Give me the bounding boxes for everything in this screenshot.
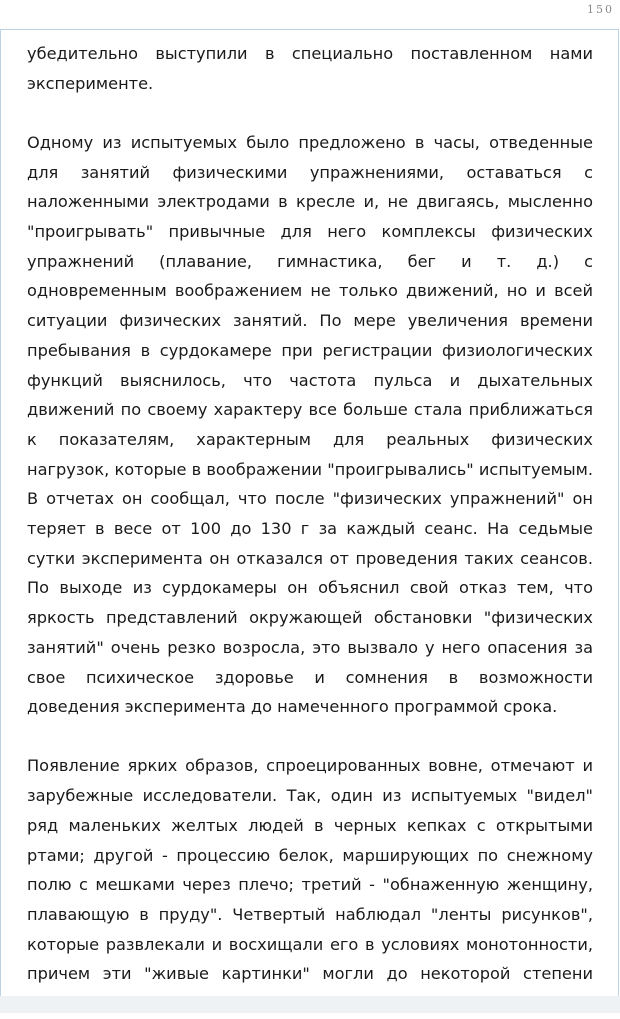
paragraph-2: Одному из испытуемых было предложено в часы, отведенные для занятий физическими упражнениями, оставаться с наложенными электродами в кресле и, не двигаясь, мысленно "проигрывать" привычные для него комплексы физических упражнений (плавание, гимнастика, бег и т. д.) с одновременным воображением не только движений, но и всей ситуации физических занятий. По мере увеличения времени пребывания в сурдокамере при регистрации физиологических функций выяснилось, что частота пульса и дыхательных движений по своему характеру все больше стала приближаться к показателям, характерным для реальных физических нагрузок, которые в воображении "проигрывались" испытуемым. В отчетах он сообщал, что после "физических упражнений" он теряет в весе от 100 до 130 г за каждый сеанс. На седьмые сутки эксперимента он отказался от проведения таких сеансов. По выходе из сурдокамеры он объяснил свой отказ тем, что яркость представлений окружающей обстановки "физических занятий" очень резко возросла, это вызвало у него опасения за свое психическое здоровье и сомнения в возможности доведения эксперимента до намеченного программой срока. xyxy=(27,132,593,717)
page-header xyxy=(0,0,620,29)
paragraph-1: убедительно выступили в специально поставленном нами эксперименте. xyxy=(27,44,593,93)
text-body xyxy=(1,30,618,1019)
text-frame xyxy=(0,29,619,996)
paragraph-3: Появление ярких образов, спроецированных вовне, отмечают и зарубежные исследователи. Так, один из испытуемых "видел" ряд маленьких желтых людей в черных кепках с открытыми ртами; другой - процессию белок, марширующих по снежному полю с мешками через плечо; третий - "обнаженную женщину, плавающую в пруду". Четвертый наблюдал "ленты рисунков", которые развлекали и восхищали его в условиях монотонности, причем эти "живые картинки" могли до некоторой степени xyxy=(27,756,593,984)
page-number: 150 xyxy=(587,3,614,16)
page-footer xyxy=(0,996,620,1013)
